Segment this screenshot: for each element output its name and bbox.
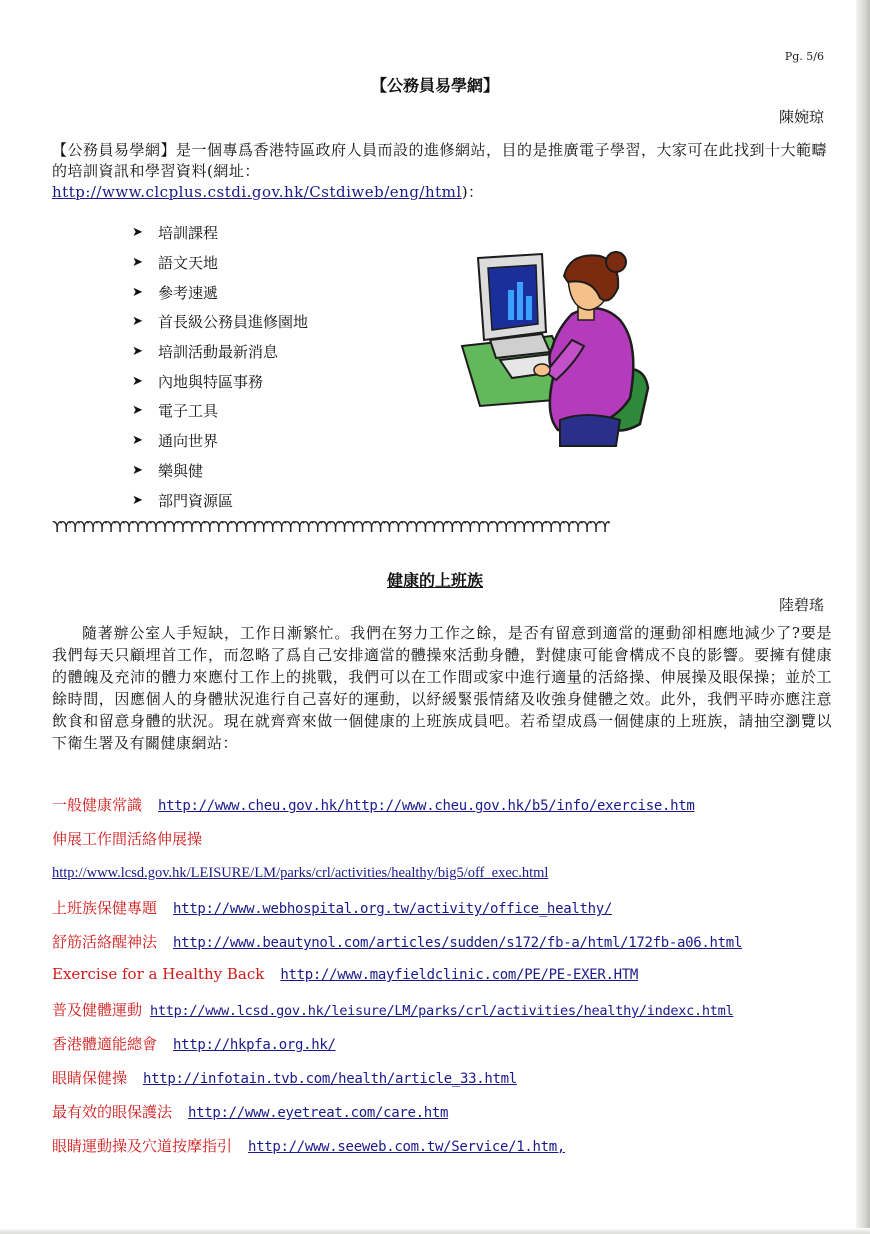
intro-end: )：: [461, 183, 484, 201]
page-number: Pg. 5/6: [784, 50, 824, 63]
section1-title: 【公務員易學網】: [370, 76, 499, 95]
link-label: 一般健康常識: [52, 796, 143, 814]
list-item: [132, 218, 308, 248]
link-row: [52, 1135, 565, 1156]
list-item: [132, 396, 308, 426]
link-row: [52, 897, 612, 918]
decorative-divider: ϒϒϒϒϒϒϒϒϒϒϒϒϒϒϒϒϒϒϒϒϒϒϒϒϒϒϒϒϒϒϒϒϒϒϒϒϒϒϒϒϒϒϒϒϒϒϒϒϒϒϒϒϒϒϒϒϒϒϒϒϒϒ: [52, 518, 609, 534]
link-label: 眼睛保健操: [52, 1069, 128, 1087]
list-item: [132, 366, 308, 396]
section2-title: [0, 568, 870, 591]
list-item: [132, 307, 308, 337]
bullet-arrow-icon: ➤: [132, 403, 143, 419]
list-item-label: 部門資源區: [158, 491, 234, 510]
list-item-label: 培訓課程: [158, 224, 219, 243]
list-item: [132, 277, 308, 307]
list-item: [132, 426, 308, 456]
bullet-arrow-icon: ➤: [132, 344, 143, 360]
bullet-arrow-icon: ➤: [132, 492, 143, 508]
link-url[interactable]: http://www.seeweb.com.tw/Service/1.htm,: [248, 1139, 566, 1155]
link-label: 伸展工作間活絡伸展操: [52, 830, 203, 848]
link-url[interactable]: http://www.lcsd.gov.hk/leisure/LM/parks/crl/activities/healthy/indexc.html: [150, 1003, 734, 1019]
bullet-arrow-icon: ➤: [132, 255, 143, 271]
section2-body: 隨著辦公室人手短缺，工作日漸繁忙。我們在努力工作之餘，是否有留意到適當的運動卻相應地減少了?要是我們每天只顧埋首工作，而忽略了爲自己安排適當的體操來活動身體，對健康可能會構成不良的影響。要擁有健康的體魄及充沛的體力來應付工作上的挑戰，我們可以在工作間或家中進行適量的活絡操、伸展操及眼保操；並於工餘時間，因應個人的身體狀況進行自己喜好的運動，以紓緩緊張情緒及收強身健體之效。此外，我們平時亦應注意飲食和留意身體的狀況。現在就齊齊來做一個健康的上班族成員吧。若希望成爲一個健康的上班族，請抽空瀏覽以下衛生署及有關健康網站：: [52, 624, 832, 752]
link-url[interactable]: http://www.cheu.gov.hk/http://www.cheu.gov.hk/b5/info/exercise.htm: [158, 798, 695, 814]
list-item: [132, 248, 308, 278]
link-row: [52, 931, 742, 952]
link-row: [52, 863, 548, 882]
link-url[interactable]: http://www.webhospital.org.tw/activity/office_healthy/: [173, 901, 612, 917]
bullet-arrow-icon: ➤: [132, 433, 143, 449]
link-url[interactable]: http://www.mayfieldclinic.com/PE/PE-EXER.HTM: [280, 967, 638, 983]
section1-author: 陳婉琼: [778, 108, 824, 126]
link-row: [52, 1101, 448, 1122]
list-item: [132, 485, 308, 515]
list-item: [132, 456, 308, 486]
bullet-arrow-icon: ➤: [132, 462, 143, 478]
link-label: Exercise for a Healthy Back: [52, 965, 265, 983]
link-row: [52, 794, 695, 815]
link-row: [52, 1067, 517, 1088]
link-row: [52, 999, 733, 1020]
page-edge-bottom: [0, 1228, 870, 1234]
list-item-label: 內地與特區事務: [158, 372, 264, 391]
page-edge: [856, 0, 870, 1234]
link-label: 舒筋活絡醒神法: [52, 933, 158, 951]
bullet-arrow-icon: ➤: [132, 314, 143, 330]
link-row: [52, 1033, 336, 1054]
bullet-arrow-icon: ➤: [132, 225, 143, 241]
topic-list: [132, 218, 308, 515]
intro-link[interactable]: http://www.clcplus.cstdi.gov.hk/Cstdiweb/eng/html: [52, 183, 462, 201]
section1-intro: [52, 140, 834, 203]
list-item-label: 語文天地: [158, 254, 219, 273]
link-url[interactable]: http://infotain.tvb.com/health/article_33.html: [143, 1071, 517, 1087]
link-label: 眼睛運動操及穴道按摩指引: [52, 1137, 233, 1155]
link-row: [52, 828, 218, 849]
computer-user-illustration: [460, 248, 652, 448]
section2-author: 陸碧瑤: [778, 596, 824, 614]
list-item-label: 電子工具: [158, 402, 219, 421]
intro-text: 【公務員易學網】是一個專爲香港特區政府人員而設的進修網站，目的是推廣電子學習，大家可在此找到十大範疇的培訓資訊和學習資料(網址：: [52, 141, 828, 180]
link-label: 上班族保健專題: [52, 899, 158, 917]
section2-title-text: 健康的上班族: [386, 571, 483, 590]
list-item-label: 參考速遞: [158, 283, 219, 302]
link-label: 最有效的眼保護法: [52, 1103, 173, 1121]
link-url[interactable]: http://hkpfa.org.hk/: [173, 1037, 336, 1053]
list-item-label: 通向世界: [158, 432, 219, 451]
link-label: 香港體適能總會: [52, 1035, 158, 1053]
bullet-arrow-icon: ➤: [132, 284, 143, 300]
link-label: 普及健體運動: [52, 1001, 143, 1019]
link-row: [52, 965, 638, 983]
list-item-label: 首長級公務員進修園地: [158, 313, 309, 332]
list-item-label: 樂與健: [158, 461, 204, 480]
link-url[interactable]: http://www.beautynol.com/articles/sudden/s172/fb-a/html/172fb-a06.html: [173, 935, 743, 951]
link-url[interactable]: http://www.eyetreat.com/care.htm: [188, 1105, 449, 1121]
bullet-arrow-icon: ➤: [132, 373, 143, 389]
link-url[interactable]: http://www.lcsd.gov.hk/LEISURE/LM/parks/crl/activities/healthy/big5/off_exec.html: [52, 865, 549, 881]
list-item-label: 培訓活動最新消息: [158, 343, 279, 362]
list-item: [132, 337, 308, 367]
